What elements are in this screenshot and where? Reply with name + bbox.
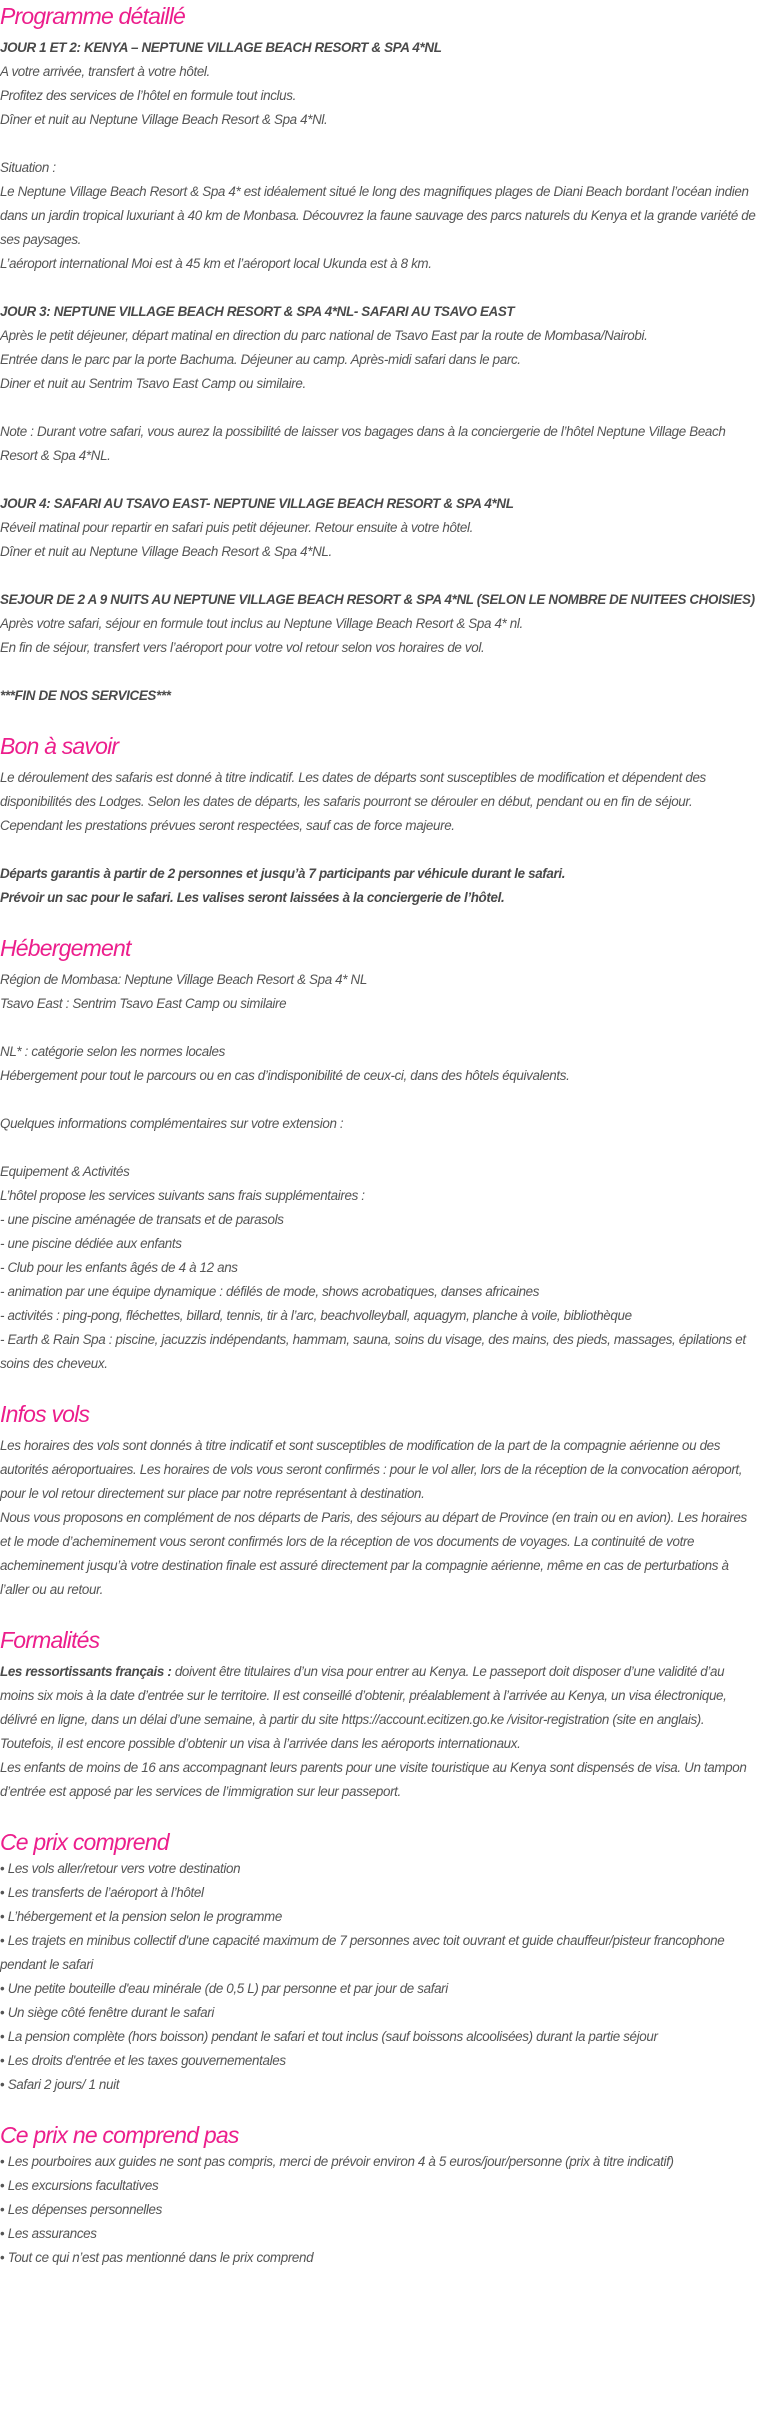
spacer [0, 1136, 758, 1160]
section-hebergement [0, 932, 758, 1376]
equipment-title: Equipement & Activités [0, 1164, 130, 1179]
list-item: • L’hébergement et la pension selon le programme [0, 1905, 758, 1929]
spacer [0, 468, 758, 492]
day-1-2-title: JOUR 1 ET 2: KENYA – NEPTUNE VILLAGE BEACH RESORT & SPA 4*NL [0, 40, 442, 55]
formalites-paragraph [0, 1660, 758, 1756]
safari-note: Note : Durant votre safari, vous aurez la possibilité de laisser vos bagages dans à la conciergerie de l’hôtel Neptune Village Beach Resort & Spa 4*NL. [0, 424, 726, 463]
prix-ne-comprend-pas-list [0, 2150, 758, 2270]
section-prix-ne-comprend-pas [0, 2119, 758, 2270]
spacer [0, 660, 758, 684]
list-item: • Une petite bouteille d'eau minérale (de 0,5 L) par personne et par jour de safari [0, 1977, 758, 2001]
list-item: • Safari 2 jours/ 1 nuit [0, 2073, 758, 2097]
hebergement-line: Région de Mombasa: Neptune Village Beach Resort & Spa 4* NL [0, 972, 367, 987]
equipment-intro: L’hôtel propose les services suivants sans frais supplémentaires : [0, 1188, 365, 1203]
section-programme [0, 0, 758, 708]
situation-text: Le Neptune Village Beach Resort & Spa 4* est idéalement situé le long des magnifiques plages de Diani Beach bordant l’océan indien dans un jardin tropical luxuriant à 40 km de Monbasa. Découvrez la faune sauvage des parcs naturels du Kenya et la grande variété de ses paysages. [0, 184, 756, 247]
day-3-line: Diner et nuit au Sentrim Tsavo East Camp ou similaire. [0, 376, 306, 391]
section-formalites [0, 1624, 758, 1804]
list-item: • Les pourboires aux guides ne sont pas compris, merci de prévoir environ 4 à 5 euros/jour/personne (prix à titre indicatif) [0, 2150, 758, 2174]
situation-airport: L’aéroport international Moi est à 45 km et l’aéroport local Ukunda est à 8 km. [0, 256, 432, 271]
day-3-title: JOUR 3: NEPTUNE VILLAGE BEACH RESORT & SPA 4*NL- SAFARI AU TSAVO EAST [0, 304, 515, 319]
section-title-infos-vols: Infos vols [0, 1401, 90, 1427]
spacer [0, 276, 758, 300]
bon-a-savoir-text: Le déroulement des safaris est donné à titre indicatif. Les dates de départs sont susceptibles de modification et dépendent des disponibilités des Lodges. Selon les dates de départs, les safaris pourront se dérouler en début, pendant ou en fin de séjour. Cependant les prestations prévues seront respectées, sauf cas de force majeure. [0, 770, 706, 833]
sejour-title: SEJOUR DE 2 A 9 NUITS AU NEPTUNE VILLAGE BEACH RESORT & SPA 4*NL (SELON LE NOMBRE DE NUITEES CHOISIES) [0, 592, 755, 607]
situation-label: Situation : [0, 160, 56, 175]
day-3-line: Entrée dans le parc par la porte Bachuma. Déjeuner au camp. Après-midi safari dans le parc. [0, 352, 521, 367]
section-prix-comprend [0, 1826, 758, 2097]
day-4-line: Dîner et nuit au Neptune Village Beach Resort & Spa 4*NL. [0, 544, 332, 559]
infos-vols-paragraph: Les horaires des vols sont donnés à titre indicatif et sont susceptibles de modification de la part de la compagnie aérienne ou des autorités aéroportuaires. Les horaires de vols vous seront confirmés : pour le vol aller, lors de la réception de la convocation aéroport, pour le vol retour directement sur place par notre représentant à destination. [0, 1438, 743, 1501]
list-item: • Les assurances [0, 2222, 758, 2246]
day-4-title: JOUR 4: SAFARI AU TSAVO EAST- NEPTUNE VILLAGE BEACH RESORT & SPA 4*NL [0, 496, 514, 511]
spacer [0, 1016, 758, 1040]
list-item: • Les dépenses personnelles [0, 2198, 758, 2222]
bon-a-savoir-bold-line: Départs garantis à partir de 2 personnes et jusqu’à 7 participants par véhicule durant le safari. [0, 866, 566, 881]
infos-vols-paragraph: Nous vous proposons en complément de nos départs de Paris, des séjours au départ de Province (en train ou en avion). Les horaires et le mode d’acheminement vous seront confirmés lors de la réception de vos documents de voyages. La continuité de votre acheminement jusqu’à votre destination finale est assuré directement par la compagnie aérienne, même en cas de perturbations à l’aller ou au retour. [0, 1510, 747, 1597]
day-1-line: A votre arrivée, transfert à votre hôtel. [0, 64, 210, 79]
section-infos-vols [0, 1398, 758, 1602]
extension-intro: Quelques informations complémentaires sur votre extension : [0, 1116, 344, 1131]
day-1-line: Profitez des services de l’hôtel en formule tout inclus. [0, 88, 296, 103]
sejour-line: Après votre safari, séjour en formule tout inclus au Neptune Village Beach Resort & Spa 4* nl. [0, 616, 523, 631]
list-item: • Un siège côté fenêtre durant le safari [0, 2001, 758, 2025]
spacer [0, 132, 758, 156]
list-item: • Les vols aller/retour vers votre destination [0, 1857, 758, 1881]
hebergement-body [0, 968, 758, 1376]
section-title-prix-comprend: Ce prix comprend [0, 1829, 169, 1855]
section-title-programme: Programme détaillé [0, 3, 186, 29]
end-of-services: ***FIN DE NOS SERVICES*** [0, 688, 171, 703]
day-3-line: Après le petit déjeuner, départ matinal en direction du parc national de Tsavo East par la route de Mombasa/Nairobi. [0, 328, 648, 343]
day-4-line: Réveil matinal pour repartir en safari puis petit déjeuner. Retour ensuite à votre hôtel. [0, 520, 474, 535]
bon-a-savoir-bold-line: Prévoir un sac pour le safari. Les valises seront laissées à la conciergerie de l’hôtel. [0, 890, 505, 905]
list-item: • Tout ce qui n’est pas mentionné dans le prix comprend [0, 2246, 758, 2270]
equipment-item: - animation par une équipe dynamique : défilés de mode, shows acrobatiques, danses africaines [0, 1284, 540, 1299]
equipment-item: - activités : ping-pong, fléchettes, billard, tennis, tir à l’arc, beachvolleyball, aquagym, planche à voile, bibliothèque [0, 1308, 632, 1323]
infos-vols-body [0, 1434, 758, 1602]
sejour-line: En fin de séjour, transfert vers l’aéroport pour votre vol retour selon vos horaires de vol. [0, 640, 485, 655]
spacer [0, 1088, 758, 1112]
spacer [0, 396, 758, 420]
programme-body [0, 36, 758, 708]
section-title-formalites: Formalités [0, 1627, 100, 1653]
hebergement-line: Tsavo East : Sentrim Tsavo East Camp ou similaire [0, 996, 287, 1011]
section-bon-a-savoir [0, 730, 758, 910]
day-1-line: Dîner et nuit au Neptune Village Beach Resort & Spa 4*Nl. [0, 112, 328, 127]
list-item: • Les trajets en minibus collectif d'une capacité maximum de 7 personnes avec toit ouvrant et guide chauffeur/pisteur francophone pendant le safari [0, 1929, 758, 1977]
prix-comprend-list [0, 1857, 758, 2097]
spacer [0, 564, 758, 588]
section-title-hebergement: Hébergement [0, 935, 131, 961]
nl-note: NL* : catégorie selon les normes locales [0, 1044, 225, 1059]
list-item: • Les transferts de l’aéroport à l’hôtel [0, 1881, 758, 1905]
formalites-children: Les enfants de moins de 16 ans accompagnant leurs parents pour une visite touristique au Kenya sont dispensés de visa. Un tampon d’entrée est apposé par les services de l’immigration sur leur passeport. [0, 1760, 747, 1799]
list-item: • Les excursions facultatives [0, 2174, 758, 2198]
equipment-item: - Earth & Rain Spa : piscine, jacuzzis indépendants, hammam, sauna, soins du visage, des mains, des pieds, massages, épilations et soins des cheveux. [0, 1332, 746, 1371]
bon-a-savoir-body [0, 766, 758, 910]
equipment-item: - Club pour les enfants âgés de 4 à 12 ans [0, 1260, 238, 1275]
nl-note: Hébergement pour tout le parcours ou en cas d’indisponibilité de ceux-ci, dans des hôtels équivalents. [0, 1068, 570, 1083]
equipment-item: - une piscine aménagée de transats et de parasols [0, 1212, 284, 1227]
formalites-lead-text: doivent être titulaires d’un visa pour entrer au Kenya. Le passeport doit disposer d’une validité d’au moins six mois à la date d’entrée sur le territoire. Il est conseillé d’obtenir, préalablement à l’arrivée au Kenya, un visa électronique, délivré en ligne, dans un délai d’une semaine, à partir du site https://account.ecitizen.go.ke /visitor-registration (site en anglais). Toutefois, il est encore possible d’obtenir un visa à l’arrivée dans les aéroports internationaux. [0, 1664, 727, 1751]
spacer [0, 838, 758, 862]
formalites-lead-bold: Les ressortissants français : [0, 1664, 172, 1679]
section-title-bon-a-savoir: Bon à savoir [0, 733, 119, 759]
list-item: • La pension complète (hors boisson) pendant le safari et tout inclus (sauf boissons alcoolisées) durant la partie séjour [0, 2025, 758, 2049]
list-item: • Les droits d'entrée et les taxes gouvernementales [0, 2049, 758, 2073]
section-title-prix-ne-comprend-pas: Ce prix ne comprend pas [0, 2122, 239, 2148]
formalites-body [0, 1660, 758, 1804]
equipment-item: - une piscine dédiée aux enfants [0, 1236, 182, 1251]
